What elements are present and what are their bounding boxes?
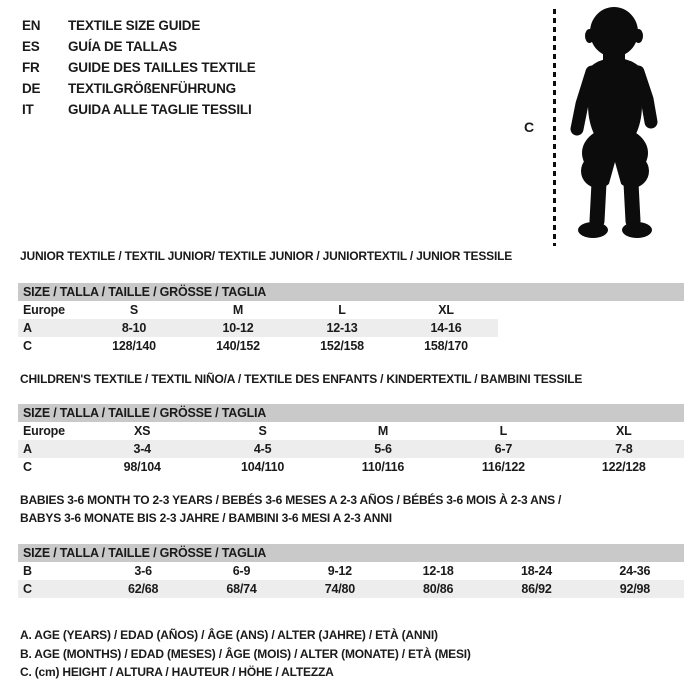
cell: S bbox=[258, 424, 267, 438]
row-label: C bbox=[23, 339, 32, 353]
footnote-b: B. AGE (MONTHS) / EDAD (MESES) / ÂGE (MOIS) / ALTER (MONATE) / ETÀ (MESI) bbox=[20, 646, 471, 661]
row-label: C bbox=[23, 460, 32, 474]
size-header-bar: SIZE / TALLA / TAILLE / GRÖSSE / TAGLIA bbox=[18, 283, 684, 301]
row-label: C bbox=[23, 582, 32, 596]
height-measure-dashed-line bbox=[553, 9, 556, 246]
language-code: IT bbox=[22, 102, 34, 117]
table-row bbox=[18, 422, 684, 440]
table-title: JUNIOR TEXTILE / TEXTIL JUNIOR/ TEXTILE JUNIOR / JUNIORTEXTIL / JUNIOR TESSILE bbox=[20, 249, 513, 263]
cell: L bbox=[338, 303, 346, 317]
cell: 152/158 bbox=[320, 339, 364, 353]
cell: L bbox=[499, 424, 508, 438]
cell: 92/98 bbox=[619, 582, 650, 596]
cell: S bbox=[129, 303, 139, 317]
cell: M bbox=[377, 424, 389, 438]
row-label: B bbox=[23, 564, 32, 578]
language-title: TEXTILGRÖßENFÜHRUNG bbox=[68, 81, 236, 96]
cell: 6-7 bbox=[494, 442, 513, 456]
cell: 7-8 bbox=[615, 442, 633, 456]
cell: 140/152 bbox=[216, 339, 260, 353]
cell: 104/110 bbox=[241, 460, 285, 474]
toddler-silhouette-figure bbox=[562, 5, 670, 247]
cell: 62/68 bbox=[128, 582, 159, 596]
cell: 3-6 bbox=[134, 564, 152, 578]
table-row bbox=[18, 580, 684, 598]
row-label: A bbox=[23, 442, 32, 456]
children-size-table bbox=[18, 404, 684, 476]
size-header-bar: SIZE / TALLA / TAILLE / GRÖSSE / TAGLIA bbox=[18, 404, 684, 422]
table-title bbox=[20, 492, 684, 527]
cell: 74/80 bbox=[324, 582, 355, 596]
language-code: ES bbox=[22, 39, 40, 54]
cell: 110/116 bbox=[361, 460, 405, 474]
cell: 86/92 bbox=[521, 582, 552, 596]
table-row bbox=[18, 319, 498, 337]
language-title: GUIDA ALLE TAGLIE TESSILI bbox=[68, 102, 252, 117]
row-label: Europe bbox=[23, 424, 65, 438]
cell: 98/104 bbox=[123, 460, 161, 474]
junior-textile-section bbox=[18, 249, 684, 355]
cell: XS bbox=[134, 424, 151, 438]
table-title-line: BABIES 3-6 MONTH TO 2-3 YEARS / BEBÉS 3-6 MESES A 2-3 AÑOS / BÉBÉS 3-6 MOIS À 2-3 ANS / bbox=[20, 493, 562, 507]
toddler-silhouette-icon bbox=[562, 5, 670, 247]
cell: 6-9 bbox=[232, 564, 251, 578]
size-header-bar: SIZE / TALLA / TAILLE / GRÖSSE / TAGLIA bbox=[18, 544, 684, 562]
cell: XL bbox=[616, 424, 632, 438]
cell: 10-12 bbox=[222, 321, 254, 335]
cell: 12-13 bbox=[326, 321, 358, 335]
cell: 122/128 bbox=[601, 460, 646, 474]
cell: 158/170 bbox=[424, 339, 468, 353]
cell: 116/122 bbox=[481, 460, 525, 474]
cell: 3-4 bbox=[133, 442, 151, 456]
footnote-a: A. AGE (YEARS) / EDAD (AÑOS) / ÂGE (ANS) / ALTER (JAHRE) / ETÀ (ANNI) bbox=[20, 628, 438, 642]
cell: 9-12 bbox=[327, 564, 352, 578]
language-title: GUIDE DES TAILLES TEXTILE bbox=[68, 60, 256, 75]
cell: 68/74 bbox=[226, 582, 257, 596]
language-code: DE bbox=[22, 81, 41, 96]
table-title: CHILDREN'S TEXTILE / TEXTIL NIÑO/A / TEXTILE DES ENFANTS / KINDERTEXTIL / BAMBINI TESSILE bbox=[20, 372, 583, 386]
cell: 24-36 bbox=[619, 564, 651, 578]
row-label: Europe bbox=[23, 303, 65, 317]
cell: 14-16 bbox=[430, 321, 462, 335]
footnote-c: C. (cm) HEIGHT / ALTURA / HAUTEUR / HÖHE / ALTEZZA bbox=[20, 665, 334, 679]
table-title-line: BABYS 3-6 MONATE BIS 2-3 JAHRE / BAMBINI 3-6 MESI A 2-3 ANNI bbox=[20, 510, 392, 525]
language-title: GUÍA DE TALLAS bbox=[68, 39, 177, 54]
cell: 128/140 bbox=[112, 339, 156, 353]
children-textile-section bbox=[18, 372, 684, 476]
cell: 18-24 bbox=[521, 564, 552, 578]
babies-size-table bbox=[18, 544, 684, 598]
cell: 8-10 bbox=[121, 321, 147, 335]
table-row bbox=[18, 562, 684, 580]
cell: M bbox=[232, 303, 244, 317]
babies-textile-section bbox=[18, 492, 684, 598]
junior-size-table bbox=[18, 283, 498, 355]
cell: 12-18 bbox=[422, 564, 454, 578]
cell: 5-6 bbox=[374, 442, 392, 456]
cell: 4-5 bbox=[253, 442, 272, 456]
row-label: A bbox=[23, 321, 32, 335]
language-code: EN bbox=[22, 18, 41, 33]
language-title: TEXTILE SIZE GUIDE bbox=[68, 18, 201, 33]
footnotes bbox=[20, 626, 471, 682]
measure-label-c: C bbox=[524, 119, 535, 135]
language-list bbox=[22, 15, 256, 120]
language-code: FR bbox=[22, 60, 40, 75]
table-row bbox=[18, 337, 498, 355]
table-row bbox=[18, 301, 498, 319]
cell: XL bbox=[438, 303, 454, 317]
table-row bbox=[18, 440, 684, 458]
table-row bbox=[18, 458, 684, 476]
cell: 80/86 bbox=[423, 582, 454, 596]
